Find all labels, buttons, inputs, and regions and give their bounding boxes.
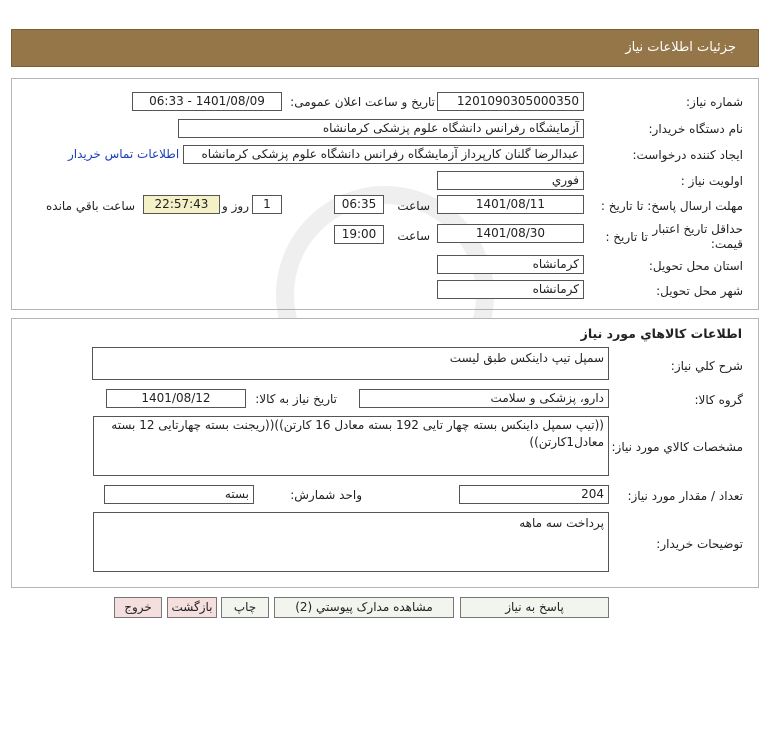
remaining-days-field: 1 xyxy=(252,195,282,214)
province-label: استان محل تحویل: xyxy=(648,259,743,273)
reply-button[interactable]: پاسخ به نياز xyxy=(460,597,609,618)
validity-date-field: 1401/08/30 xyxy=(437,224,584,243)
buyer-description-label: توضيحات خريدار: xyxy=(656,537,743,551)
reply-deadline-label: مهلت ارسال پاسخ: تا تاریخ : xyxy=(600,199,743,213)
goods-group-label: گروه کالا: xyxy=(694,393,743,407)
buyer-description-field: پرداخت سه ماهه xyxy=(93,512,609,572)
city-label: شهر محل تحویل: xyxy=(656,284,743,298)
quantity-label: تعداد / مقدار مورد نياز: xyxy=(627,489,743,503)
buyer-org-field: آزمایشگاه رفرانس دانشگاه علوم پزشکی کرمانشاه xyxy=(178,119,584,138)
specs-line-1: ((تیپ سمپل داینکس بسته چهار تایی 192 بسته معادل 16 کارتن))((ریجنت بسته چهارتایی 12 بسته xyxy=(111,418,604,432)
page-title: جزئیات اطلاعات نیاز xyxy=(625,40,736,55)
priority-label: اولویت نیاز : xyxy=(680,174,743,188)
back-button[interactable]: بازگشت xyxy=(167,597,217,618)
need-number-label: شماره نیاز: xyxy=(686,95,743,109)
validity-time-label: ساعت xyxy=(397,229,430,243)
city-field: کرمانشاه xyxy=(437,280,584,299)
quantity-field: 204 xyxy=(459,485,609,504)
need-number-field: 1201090305000350 xyxy=(437,92,584,111)
province-field: کرمانشاه xyxy=(437,255,584,274)
reply-time-label: ساعت xyxy=(397,199,430,213)
reply-time-field: 06:35 xyxy=(334,195,384,214)
buyer-org-label: نام دستگاه خریدار: xyxy=(648,122,743,136)
validity-label-line2: قیمت: xyxy=(710,237,743,251)
summary-field: سمپل تیپ داینکس طبق لیست xyxy=(92,347,609,380)
remaining-time-field: 22:57:43 xyxy=(143,195,220,214)
specs-label: مشخصات کالاي مورد نياز: xyxy=(611,440,743,454)
remaining-time-label: ساعت باقي مانده xyxy=(46,199,136,213)
goods-group-field: دارو، پزشکی و سلامت xyxy=(359,389,609,408)
page-header xyxy=(11,29,759,67)
need-date-label: تاریخ نیاز به کالا: xyxy=(255,392,337,406)
exit-button[interactable]: خروج xyxy=(114,597,162,618)
unit-field: بسته xyxy=(104,485,254,504)
priority-field: فوري xyxy=(437,171,584,190)
unit-label: واحد شمارش: xyxy=(290,488,362,502)
summary-label: شرح کلي نياز: xyxy=(670,359,743,373)
creator-field: عبدالرضا گلنان کارپرداز آزمایشگاه رفرانس دانشگاه علوم پزشکی کرمانشاه xyxy=(183,145,584,164)
announce-datetime-field: 1401/08/09 - 06:33 xyxy=(132,92,282,111)
validity-label-line1: حداقل تاریخ اعتبار xyxy=(652,222,743,236)
specs-field xyxy=(93,416,609,476)
validity-time-field: 19:00 xyxy=(334,225,384,244)
buyer-contact-link[interactable]: اطلاعات تماس خریدار xyxy=(68,147,180,161)
creator-label: ایجاد کننده درخواست: xyxy=(632,148,743,162)
announce-datetime-label: تاریخ و ساعت اعلان عمومی: xyxy=(290,95,435,109)
specs-line-2: معادل1کارتن)) xyxy=(529,435,604,449)
days-label: روز و xyxy=(222,199,249,213)
need-date-field: 1401/08/12 xyxy=(106,389,246,408)
view-attachments-button[interactable]: مشاهده مدارک پيوستي (2) xyxy=(274,597,454,618)
validity-to-label: تا تاریخ : xyxy=(605,230,648,244)
print-button[interactable]: چاپ xyxy=(221,597,269,618)
reply-date-field: 1401/08/11 xyxy=(437,195,584,214)
goods-section-title: اطلاعات کالاهاي مورد نياز xyxy=(580,326,742,341)
